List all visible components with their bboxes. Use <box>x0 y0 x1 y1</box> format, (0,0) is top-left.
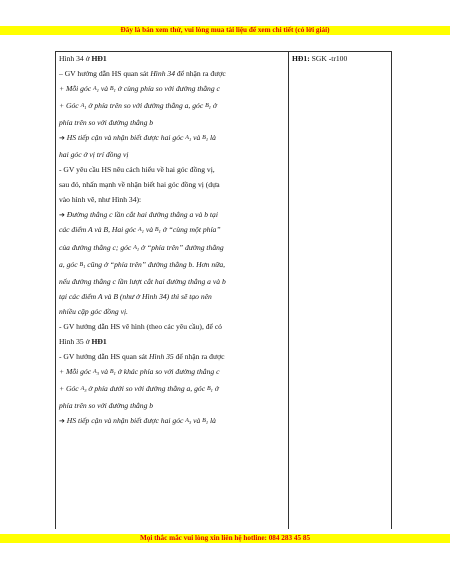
line-9: sau đó, nhấn mạnh về nhận biết hai góc đồng vị (dựa <box>59 180 220 190</box>
text: của đường thẳng c; góc <box>59 242 134 252</box>
text: + Góc <box>59 383 81 393</box>
text: ở cùng phía so với đường thẳng c <box>115 83 220 93</box>
arrow-right-icon: ➔ <box>59 417 65 426</box>
line-5: phía trên so với đường thẳng b <box>59 118 154 128</box>
text: + Mỗi góc <box>59 83 94 93</box>
text: các điểm A và B, Hai góc <box>59 225 139 235</box>
line-23: phía trên so với đường thẳng b <box>59 401 154 411</box>
angle-symbol: $B_1$ <box>79 261 86 269</box>
text: Hình 35 ở <box>59 336 92 346</box>
text: và <box>143 225 155 235</box>
text: để nhận ra được <box>173 351 225 361</box>
column-divider <box>288 52 289 529</box>
arrow-right-icon: ➔ <box>59 211 65 220</box>
line-4 <box>59 101 285 114</box>
arrow-right-icon: ➔ <box>59 134 65 143</box>
text: là <box>208 133 216 143</box>
angle-symbol: $A_1$ <box>80 103 87 111</box>
text: a, góc <box>59 259 80 269</box>
angle-symbol: $A_1$ <box>185 135 192 143</box>
text: ở khác phía so với đường thẳng c <box>115 366 220 376</box>
line-2 <box>59 69 285 80</box>
preview-banner-text: Đây là bản xem thử, vui lòng mua tài liệu để xem chi tiết (có lời giải) <box>120 26 330 34</box>
text: ở phía dưới so với đường thẳng a, góc <box>86 383 207 393</box>
angle-symbol: $A_1$ <box>138 227 144 235</box>
text: cũng ở “phía trên” đường thẳng b. Hơn nữa, <box>85 259 226 269</box>
text: ở “phía trên” đường thẳng <box>139 242 224 252</box>
line-8: - GV yêu cầu HS nêu cách hiểu về hai góc đồng vị, <box>59 165 215 175</box>
line-24 <box>59 416 285 429</box>
text: + Mỗi góc <box>59 366 94 376</box>
text: HS tiếp cận và nhận biết được hai góc <box>64 133 186 143</box>
angle-symbol: $B_1$ <box>109 85 116 94</box>
line-15: nếu đường thẳng c lần lượt cắt hai đường thẳng a và b <box>59 276 226 286</box>
line-14 <box>59 260 285 273</box>
teacher-activity-column <box>59 54 285 429</box>
figure-ref: Hình 35 <box>149 351 174 361</box>
line-16: tại các điểm A và B (như ở Hình 34) thì sẽ tạo nên <box>59 291 212 301</box>
product-line <box>292 54 390 65</box>
line-21 <box>59 367 285 380</box>
text: ở “cùng một phía” <box>160 225 221 235</box>
line-19 <box>59 337 285 348</box>
product-column <box>292 54 390 65</box>
line-10: vào hình vẽ, như Hình 34): <box>59 195 142 205</box>
figure-ref: Hình 34 <box>150 68 175 78</box>
text: và <box>98 83 110 93</box>
angle-symbol: $B_1$ <box>205 103 212 111</box>
line-11 <box>59 210 285 221</box>
text: và <box>98 366 110 376</box>
activity-label: HĐ1: <box>292 54 310 63</box>
text: ở phía trên so với đường thẳng a, góc <box>86 101 206 111</box>
text: ở <box>211 101 217 111</box>
text: để nhận ra được <box>175 68 226 78</box>
angle-symbol: $A_1$ <box>93 85 99 94</box>
angle-symbol: $A_3$ <box>185 418 192 426</box>
line-22 <box>59 384 285 397</box>
text: là <box>208 416 216 426</box>
angle-symbol: $B_1$ <box>202 418 209 426</box>
angle-symbol: $A_3$ <box>80 385 87 394</box>
text: ở <box>212 383 219 393</box>
text: và <box>191 416 203 426</box>
activity-label: HĐ1 <box>91 54 107 63</box>
angle-symbol: $B_1$ <box>206 385 213 394</box>
contact-banner <box>0 534 450 543</box>
text: Hình 34 ở <box>59 54 92 63</box>
angle-symbol: $A_1$ <box>133 244 140 252</box>
angle-symbol: $A_3$ <box>93 368 99 376</box>
line-1 <box>59 54 285 65</box>
text: - GV hướng dẫn HS quan sát <box>59 351 150 361</box>
angle-symbol: $B_1$ <box>154 227 161 235</box>
lesson-table <box>55 51 392 529</box>
line-6 <box>59 133 285 146</box>
text: Đường thẳng c lần cắt hai đường thẳng a và b tại <box>64 210 218 220</box>
line-20 <box>59 352 285 363</box>
line-18: - GV hướng dẫn HS vẽ hình (theo các yêu cầu), để có <box>59 321 222 331</box>
textbook-ref: SGK -tr100 <box>309 54 348 63</box>
preview-banner <box>0 26 450 35</box>
angle-symbol: $B_1$ <box>202 135 209 143</box>
line-7: hai góc ở vị trí đồng vị <box>59 150 129 160</box>
line-12 <box>59 225 285 238</box>
contact-banner-text: Mọi thắc mắc vui lòng xin liên hệ hotline: 084 283 45 85 <box>139 534 311 542</box>
text: và <box>191 133 203 143</box>
text: HS tiếp cận và nhận biết được hai góc <box>64 416 186 426</box>
activity-label: HĐ1 <box>91 336 107 346</box>
angle-symbol: $B_1$ <box>109 368 116 376</box>
line-3 <box>59 84 285 97</box>
line-13 <box>59 243 285 256</box>
text: – GV hướng dẫn HS quan sát <box>59 68 151 78</box>
text: + Góc <box>59 101 81 111</box>
line-17: nhiều cặp góc đồng vị. <box>59 306 128 316</box>
